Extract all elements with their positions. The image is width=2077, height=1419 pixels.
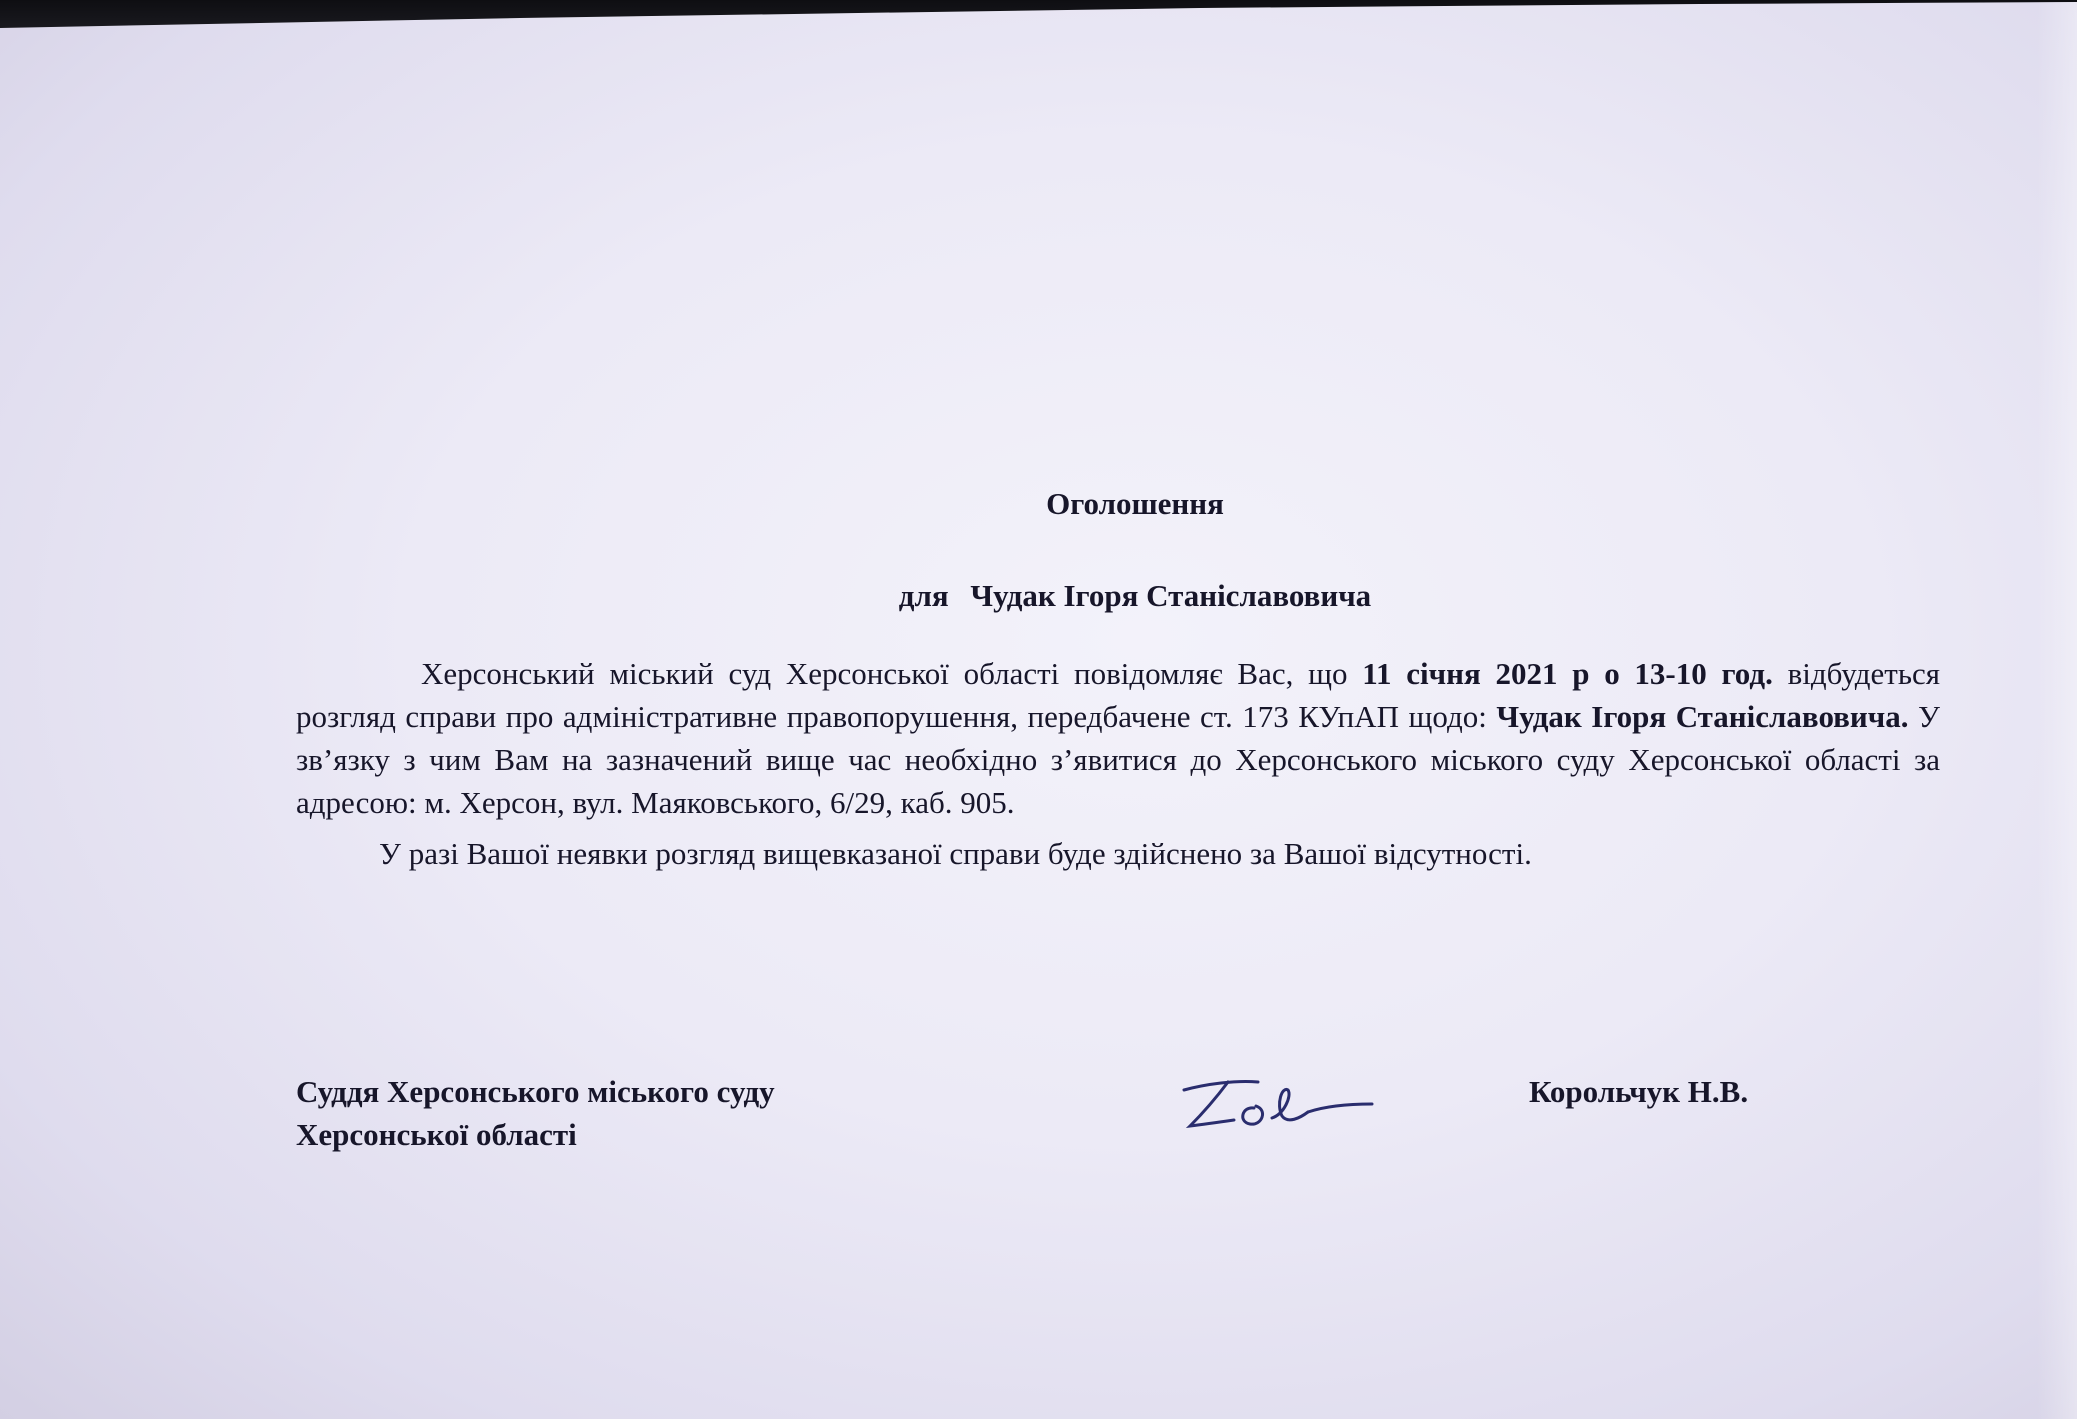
notice-text-part3: У зв’язку з чим Вам на зазначений вище час необхідно з’явитися до Херсонського міського суду Херсонської області за адресою: м. Херсон, вул. Маяковського, 6/29, каб. 905. [296,699,1941,820]
announcement-body [296,482,1940,875]
handwritten-signature-icon [1176,1060,1376,1140]
defendant-name: Чудак Ігоря Станіславовича. [1496,699,1909,734]
notice-text-part2: відбудеться розгляд справи про адміністративне правопорушення, передбачене ст. 173 КУпАП щодо: [296,656,1940,734]
judge-title [296,1070,1016,1156]
judge-title-line2: Херсонської області [296,1117,577,1152]
recipient-prefix: для [898,578,949,613]
recipient-name: Чудак Ігоря Станіславовича [970,578,1372,613]
judge-name: Корольчук Н.В. [1529,1074,1749,1109]
notice-text-part1: Херсонський міський суд Херсонської області повідомляє Вас, що [421,656,1363,691]
judge-title-line1: Суддя Херсонського міського суду [296,1074,775,1109]
absence-warning-paragraph: У разі Вашої неявки розгляд вищевказаної справи буде здійснено за Вашої відсутності. [379,836,1532,871]
document-title: Оголошення [1046,486,1224,521]
hearing-date-time: 11 січня 2021 р о 13-10 год. [1362,656,1773,691]
recipient-line [296,574,1940,617]
signature-block [296,1070,1940,1190]
hearing-notice-paragraph [296,652,1940,824]
